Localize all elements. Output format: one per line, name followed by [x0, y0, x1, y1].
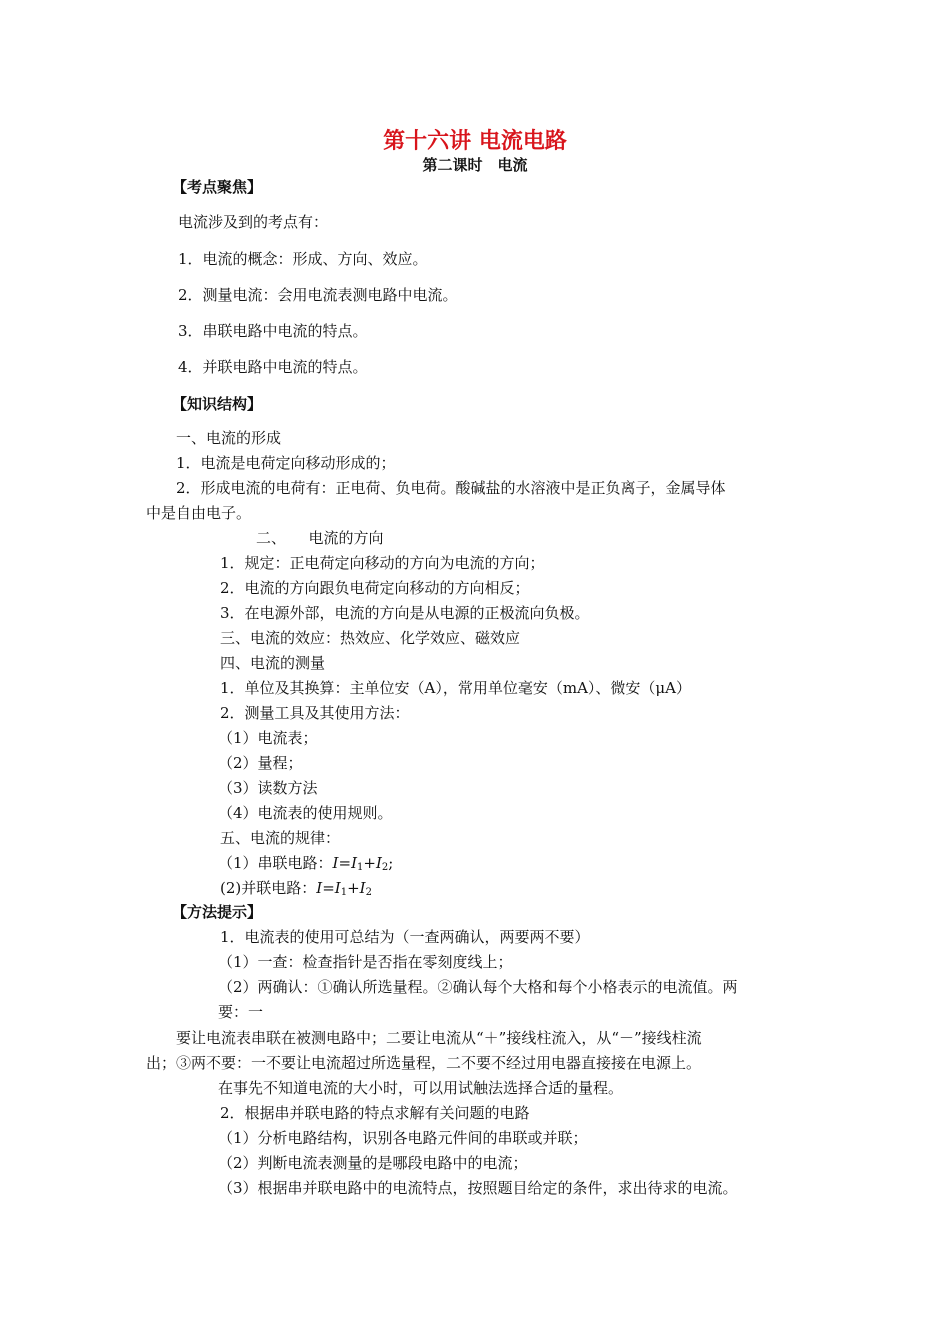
method-line: （3）根据串并联电路中的电流特点，按照题目给定的条件，求出待求的电流。 — [218, 1179, 738, 1197]
series-current-formula — [218, 854, 393, 872]
formula-op: = — [338, 854, 352, 872]
document-title: 第十六讲 电流电路 — [383, 129, 567, 154]
structure-line: （4）电流表的使用规则。 — [218, 804, 393, 822]
formula-sub: 1 — [340, 887, 348, 898]
formula-sub: 2 — [381, 862, 389, 873]
formula-op: = — [322, 879, 335, 897]
formula-var: I — [332, 854, 339, 872]
structure-line: 1．电流是电荷定向移动形成的； — [176, 454, 396, 472]
method-line: （2）两确认：①确认所选量程。②确认每个大格和每个小格表示的电流值。两 — [218, 978, 738, 996]
formula-var: I — [334, 879, 341, 897]
formula-label: （1）串联电路： — [218, 854, 333, 872]
structure-line: 五、电流的规律： — [220, 829, 341, 847]
structure-line: （2）量程； — [218, 754, 303, 772]
method-line: （1）分析电路结构，识别各电路元件间的串联或并联； — [218, 1129, 588, 1147]
structure-line: 2．形成电流的电荷有：正电荷、负电荷。酸碱盐的水溶液中是正负离子，金属导体 — [176, 479, 726, 497]
document-subtitle: 第二课时 电流 — [422, 156, 528, 174]
formula-var: I — [316, 879, 323, 897]
structure-line: （3）读数方法 — [218, 779, 318, 797]
structure-line: （1）电流表； — [218, 729, 318, 747]
method-line: 要：一 — [218, 1003, 264, 1021]
formula-var: I — [359, 879, 366, 897]
formula-label: (2)并联电路： — [220, 879, 317, 897]
focus-item: 4．并联电路中电流的特点。 — [178, 358, 368, 376]
method-line: （2）判断电流表测量的是哪段电路中的电流； — [218, 1154, 528, 1172]
section-heading-method: 【方法提示】 — [172, 903, 263, 921]
formula-sub: 1 — [357, 862, 364, 873]
focus-item: 2．测量电流：会用电流表测电路中电流。 — [178, 286, 458, 304]
method-line: 1．电流表的使用可总结为（一查两确认，两要两不要） — [220, 928, 590, 946]
method-line: 在事先不知道电流的大小时，可以用试触法选择合适的量程。 — [218, 1079, 624, 1097]
structure-line: 1．单位及其换算：主单位安（A），常用单位毫安（mA）、微安（μA） — [220, 679, 692, 697]
focus-item: 1．电流的概念：形成、方向、效应。 — [178, 250, 428, 268]
formula-op: + — [363, 854, 376, 872]
structure-line: 1．规定：正电荷定向移动的方向为电流的方向； — [220, 554, 545, 572]
formula-op: ; — [388, 854, 394, 872]
structure-line: 3．在电源外部，电流的方向是从电源的正极流向负极。 — [220, 604, 590, 622]
formula-var: I — [375, 854, 382, 872]
focus-item: 3．串联电路中电流的特点。 — [178, 322, 368, 340]
method-line: 出；③两不要：一不要让电流超过所选量程，二不要不经过用电器直接接在电源上。 — [146, 1054, 702, 1072]
structure-line: 一、电流的形成 — [176, 429, 282, 447]
formula-var: I — [351, 854, 357, 872]
parallel-current-formula — [220, 879, 372, 897]
focus-intro: 电流涉及到的考点有： — [178, 213, 329, 231]
section-heading-structure: 【知识结构】 — [172, 395, 263, 413]
structure-line: 四、电流的测量 — [220, 654, 326, 672]
formula-op: + — [347, 879, 360, 897]
method-line: 2．根据串并联电路的特点求解有关问题的电路 — [220, 1104, 530, 1122]
method-line: 要让电流表串联在被测电路中；二要让电流从“＋”接线柱流入，从“－”接线柱流 — [176, 1029, 702, 1047]
formula-sub: 2 — [365, 887, 372, 898]
structure-line: 二、 电流的方向 — [256, 529, 384, 547]
section-heading-focus: 【考点聚焦】 — [172, 178, 263, 196]
structure-line: 三、电流的效应：热效应、化学效应、磁效应 — [220, 629, 521, 647]
structure-line: 2．电流的方向跟负电荷定向移动的方向相反； — [220, 579, 530, 597]
structure-line: 2．测量工具及其使用方法： — [220, 704, 410, 722]
structure-line: 中是自由电子。 — [146, 504, 252, 522]
method-line: （1）一查：检查指针是否指在零刻度线上； — [218, 953, 513, 971]
